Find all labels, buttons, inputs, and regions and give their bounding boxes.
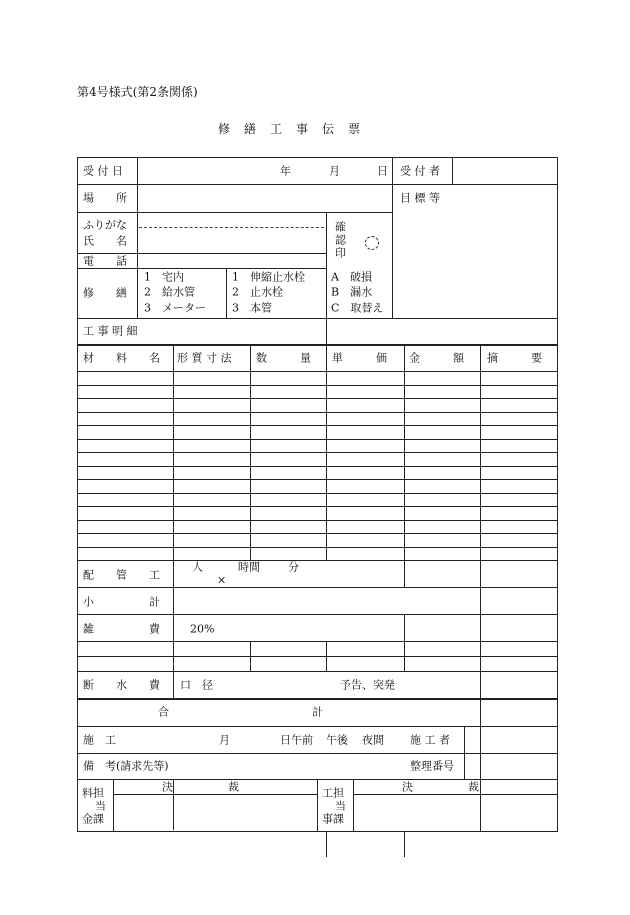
diameter-label: 口 径 <box>180 678 213 692</box>
water-cutoff-label: 断 水 費 <box>83 678 160 692</box>
month-label: 月 <box>329 164 340 178</box>
contractor-label: 施 工 者 <box>410 733 450 747</box>
confirm-seal-char-3: 印 <box>335 246 346 260</box>
form-title: 修 繕 工 事 伝 票 <box>218 122 362 136</box>
receiver-label: 受 付 者 <box>400 164 440 178</box>
landmark-label: 目 標 等 <box>400 191 440 205</box>
total-label: 合 計 <box>158 705 323 719</box>
works-dept-char-3: 事課 <box>322 812 344 826</box>
repair-option-supply-pipe: 2 給水管 <box>144 285 195 299</box>
plumber-times: × <box>217 573 227 587</box>
plumber-label: 配 管 工 <box>83 568 160 582</box>
repair-option-replace: C 取替え <box>331 301 384 315</box>
repair-option-damage: A 破損 <box>331 270 372 284</box>
plumber-people: 人 <box>192 560 203 574</box>
notice-label: 予告、突発 <box>340 678 395 692</box>
fee-dept-char-3: 金課 <box>82 812 104 826</box>
fee-dept-char-2: 当 <box>95 799 106 813</box>
works-dept-char-2: 当 <box>335 799 346 813</box>
decision-label: 決 裁 <box>162 780 239 794</box>
name-label: 氏 名 <box>83 234 127 248</box>
year-label: 年 <box>280 164 291 178</box>
construction-day-am: 日午前 <box>280 733 313 747</box>
unit-price-header: 単 価 <box>332 351 387 365</box>
construction-pm: 午後 <box>326 733 348 747</box>
confirm-seal-char-2: 認 <box>335 233 346 247</box>
construction-label: 施 工 <box>83 733 116 747</box>
confirm-seal-char-1: 確 <box>335 220 346 234</box>
repair-option-meter: 3 メーター <box>144 301 206 315</box>
plumber-minutes: 分 <box>288 560 299 574</box>
construction-night: 夜間 <box>362 733 384 747</box>
spec-header: 形 質 寸 法 <box>177 351 232 365</box>
form-number: 第4号様式(第2条関係) <box>77 85 198 99</box>
repair-option-stopcock: 2 止水栓 <box>232 285 283 299</box>
subtotal-label: 小 計 <box>83 595 160 609</box>
day-label: 日 <box>377 164 388 178</box>
remarks-header: 摘 要 <box>487 351 542 365</box>
remarks-billing-label: 備 考(請求先等) <box>83 759 169 773</box>
repair-option-in-house: 1 宅内 <box>144 270 184 284</box>
reference-number-label: 整理番号 <box>410 759 454 773</box>
repair-work-slip-form <box>77 157 558 832</box>
repair-option-main-pipe: 3 本管 <box>232 301 272 315</box>
repair-option-leak: B 漏水 <box>331 285 373 299</box>
decision-label-2: 決 裁 <box>402 780 479 794</box>
fee-dept-char-1: 料担 <box>82 786 104 800</box>
repair-option-expansion-stopcock: 1 伸縮止水栓 <box>232 270 305 284</box>
phone-label: 電 話 <box>83 254 127 268</box>
furigana-label: ふりがな <box>83 218 127 232</box>
plumber-hours: 時間 <box>238 560 260 574</box>
construction-month: 月 <box>219 733 230 747</box>
misc-label: 雑 費 <box>83 622 160 636</box>
repair-label: 修 繕 <box>83 286 127 300</box>
work-details-label: 工 事 明 細 <box>83 324 138 338</box>
works-dept-char-1: 工担 <box>322 786 344 800</box>
received-date-label: 受 付 日 <box>83 164 123 178</box>
misc-rate: 20% <box>190 622 215 636</box>
quantity-header: 数 量 <box>256 351 311 365</box>
seal-circle-icon <box>365 236 379 250</box>
material-header: 材 料 名 <box>83 351 160 365</box>
location-label: 場 所 <box>83 191 127 205</box>
amount-header: 金 額 <box>409 351 464 365</box>
